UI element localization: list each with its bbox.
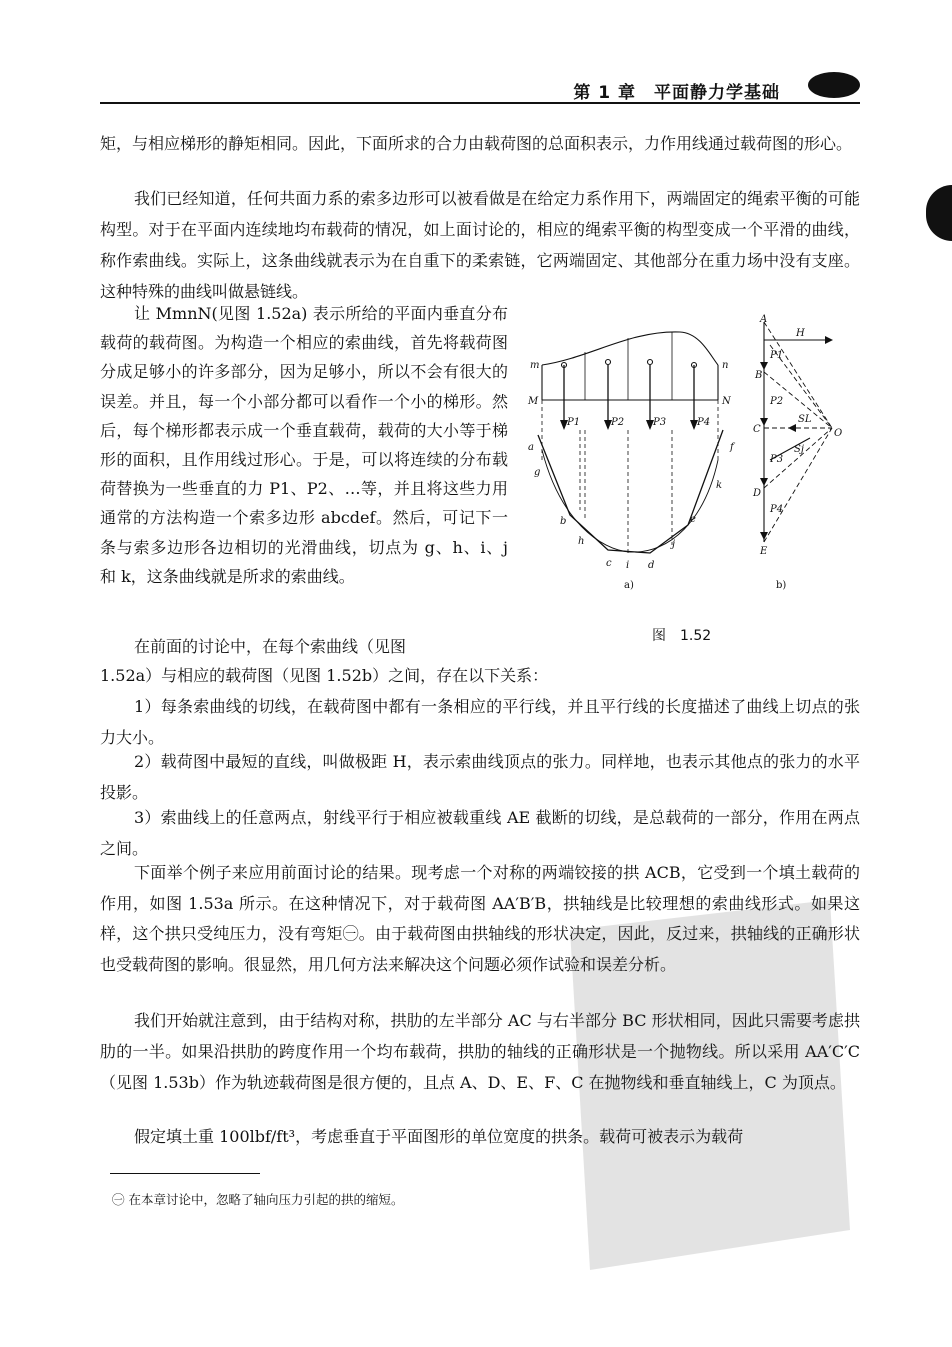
paragraph-2: 我们已经知道，任何共面力系的索多边形可以被看做是在给定力系作用下，两端固定的绳索平衡的可能构型。对于在平面内连续地均布载荷的情况，如上面讨论的，相应的绳索平衡的构型变成一个平滑的曲线，称作索曲线。实际上，这条曲线就表示为在自重下的柔索链，它两端固定、其他部分在重力场中没有支座。这种特殊的曲线叫做悬链线。	[100, 189, 860, 301]
stamp-watermark	[530, 890, 860, 1270]
label-f: f	[730, 442, 734, 453]
label-E: E	[760, 546, 768, 557]
label-D: D	[753, 488, 762, 499]
sub-caption-b: b)	[776, 580, 787, 591]
label-a-P3: P3	[653, 417, 667, 428]
sub-caption-a: a)	[624, 580, 634, 591]
label-Sj: Sj	[794, 444, 804, 455]
chapter-thumb-tab	[926, 185, 952, 241]
label-j: j	[672, 539, 676, 550]
label-b: b	[560, 516, 567, 527]
label-H: H	[796, 328, 805, 339]
list-item-1: 1）每条索曲线的切线，在载荷图中都有一条相应的平行线，并且平行线的长度描述了曲线上切点的张力大小。	[100, 697, 860, 747]
label-B: B	[755, 370, 763, 381]
label-a-P1: P1	[567, 417, 581, 428]
label-A: A	[760, 314, 768, 325]
label-i: i	[626, 560, 630, 571]
list-item-3: 3）索曲线上的任意两点，射线平行于相应被载重线 AE 截断的切线，是总载荷的一部分，作用在两点之间。	[100, 808, 860, 858]
label-SL: SL	[798, 414, 812, 425]
label-b-P1: P1	[770, 350, 784, 361]
figure-caption: 图 1.52	[652, 628, 712, 644]
running-header	[100, 70, 860, 104]
label-n: n	[722, 360, 729, 371]
figure-a-labels	[527, 360, 736, 591]
label-M: M	[528, 396, 539, 407]
list-item-2: 2）载荷图中最短的直线，叫做极距 H，表示索曲线顶点的张力。同样地，也表示其他点的张力的水平投影。	[100, 752, 860, 802]
label-e: e	[690, 514, 696, 525]
chapter-title: 第 1 章 平面静力学基础	[573, 83, 780, 103]
label-b-P4: P4	[770, 504, 784, 515]
label-N: N	[722, 396, 731, 407]
label-a-P4: P4	[697, 417, 711, 428]
label-O: O	[834, 428, 843, 439]
label-g: g	[534, 467, 541, 478]
figure-1-52	[520, 310, 860, 600]
footnote: ㊀ 在本章讨论中，忽略了轴向压力引起的拱的缩短。	[112, 1192, 404, 1207]
label-b-P3: P3	[770, 454, 784, 465]
paragraph-6: 我们开始就注意到，由于结构对称，拱肋的左半部分 AC 与右半部分 BC 形状相同，因此只需要考虑拱肋的一半。如果沿拱肋的跨度作用一个均布载荷，拱肋的轴线的正确形状是一个抛物线。所以采用 AA′C′C（见图 1.53b）作为轨迹载荷图是很方便的，且点 A、D、E、F、C 在抛物线和垂直轴线上，C 为顶点。	[100, 1011, 860, 1092]
paragraph-1: 矩，与相应梯形的静矩相同。因此，下面所求的合力由载荷图的总面积表示，力作用线通过载荷图的形心。	[100, 134, 853, 153]
label-a: a	[528, 442, 534, 453]
label-c: c	[606, 558, 612, 569]
header-ornament	[808, 72, 860, 98]
figure-b-labels	[752, 314, 842, 591]
label-d: d	[648, 560, 655, 571]
footnote-rule	[110, 1173, 260, 1174]
paragraph-7: 假定填土重 100lbf/ft³，考虑垂直于平面图形的单位宽度的拱条。载荷可被表示为载荷	[134, 1127, 744, 1146]
paragraph-5: 下面举个例子来应用前面讨论的结果。现考虑一个对称的两端铰接的拱 ACB，它受到一个填土载荷的作用，如图 1.53a 所示。在这种情况下，对于载荷图 AA′B′B，拱轴线是比较理想的索曲线形式。如果这样，这个拱只受纯压力，没有弯矩㊀。由于载荷图由拱轴线的形状决定，因此，反过来，拱轴线的正确形状也受载荷图的影响。很显然，用几何方法来解决这个问题必须作试验和误差分析。	[100, 863, 860, 974]
paragraph-3: 让 MmnN(见图 1.52a) 表示所给的平面内垂直分布载荷的载荷图。为构造一个相应的索曲线，首先将载荷图分成足够小的许多部分，因为足够小，所以不会有很大的误差。并且，每一个小部分都可以看作一个小的梯形。然后，每个梯形都表示成一个垂直载荷，载荷的大小等于梯形的面积，且作用线过形心。于是，可以将连续的分布载荷替换为一些垂直的力 P1、P2、…等，并且将这些力用通常的方法构造一个索多边形 abcdef。然后，可记下一条与索多边形各边相切的光滑曲线，切点为 g、h、i、j 和 k，这条曲线就是所求的索曲线。	[100, 304, 508, 586]
label-C: C	[753, 424, 761, 435]
label-h: h	[578, 536, 585, 547]
label-b-P2: P2	[770, 396, 784, 407]
header-rule	[100, 102, 860, 104]
label-k: k	[716, 480, 723, 491]
paragraph-4-end: 1.52a）与相应的载荷图（见图 1.52b）之间，存在以下关系：	[100, 666, 549, 685]
label-m: m	[530, 360, 540, 371]
label-a-P2: P2	[611, 417, 625, 428]
paragraph-4-start: 在前面的讨论中，在每个索曲线（见图	[134, 637, 407, 656]
